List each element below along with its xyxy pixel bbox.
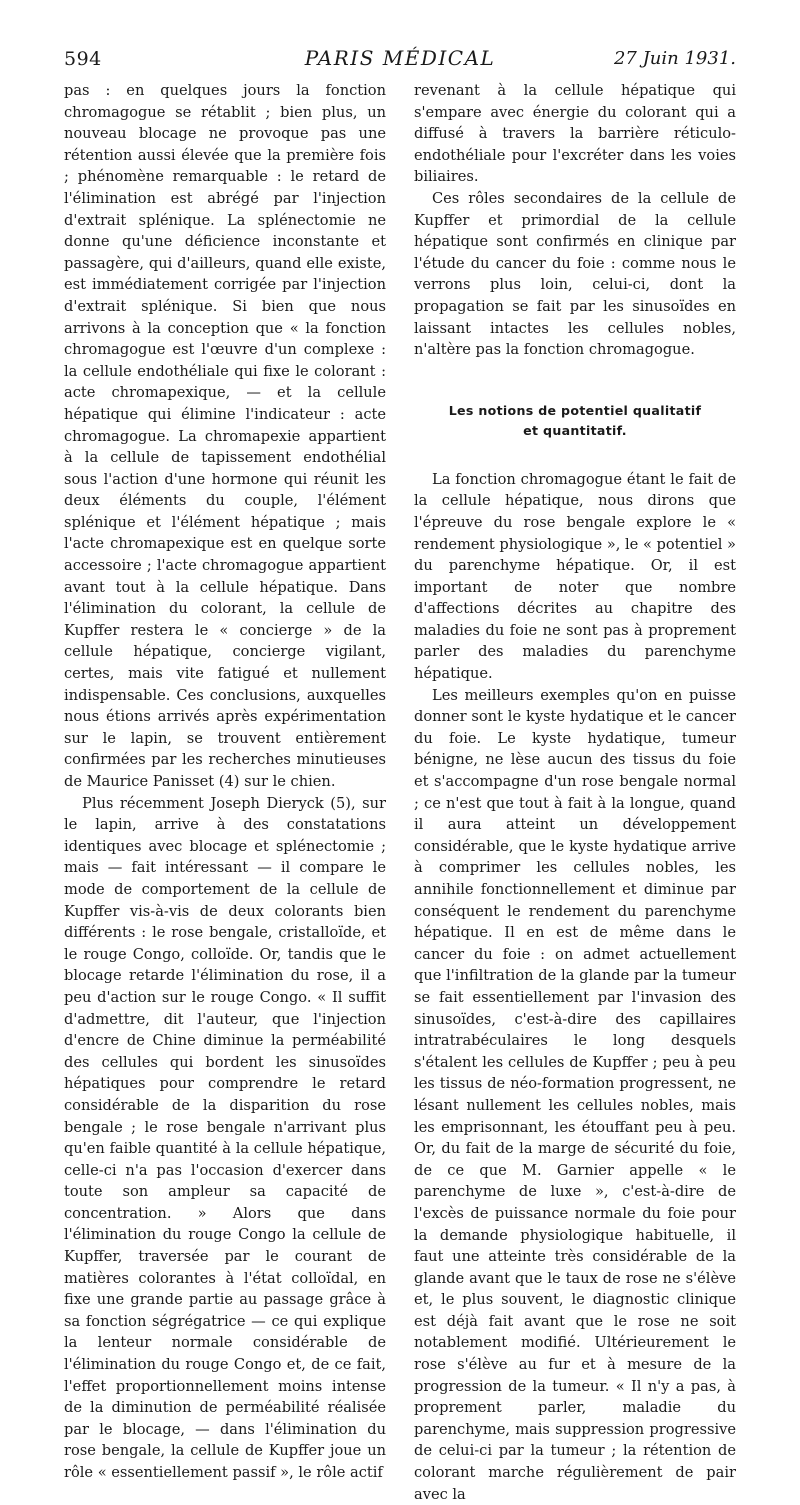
paragraph: Plus récemment Joseph Dieryck (5), sur le lapin, arrive à des constatations identiques avec blocage et splénectomie ; mais — fait intéressant — il compare le mode de comportement de la cellule de Kupffer vis-à-vis de deux colorants bien différents : le rose bengale, cristalloïde, et le rouge Congo, colloïde. Or, tandis que le blocage retarde l'élimination du rose, il a peu d'action sur le rouge Congo. « Il suffit d'admettre, dit l'auteur, que l'injection d'encre de Chine diminue la perméabilité des cellules qui bordent les sinusoïdes hépatiques pour comprendre le retard considérable de la disparition du rose bengale ; le rose bengale n'arrivant plus qu'en faible quantité à la cellule hépatique, celle-ci n'a pas l'occasion d'exercer dans toute son ampleur sa capacité de concentration. » Alors que dans l'élimination du rouge Congo la cellule de Kupffer, traversée par le courant de matières colorantes à l'état colloïdal, en fixe une grande partie au passage grâce à sa fonction ségrégatrice — ce qui explique la lenteur normale considérable de l'élimination du rouge Congo et, de ce fait, l'effet proportionnellement moins intense de la diminution de perméabilité réalisée par le blocage, — dans l'élimination du rose bengale, la cellule de Kupffer joue un rôle « essentiellement passif », le rôle actif (64, 794, 386, 1481)
section-heading-line: et quantitatif. (523, 422, 627, 438)
issue-date: 27 Juin 1931. (613, 48, 736, 69)
journal-title: PARIS MÉDICAL (304, 46, 496, 70)
paragraph: Ces rôles secondaires de la cellule de Kupffer et primordial de la cellule hépatique sont confirmés en clinique par l'étude du cancer du foie : comme nous le verrons plus loin, celui-ci, dont la propagation se fait par les sinusoïdes en laissant intactes les cellules nobles, n'altère pas la fonction chromagogue. (414, 189, 736, 359)
paragraph: pas : en quelques jours la fonction chromagogue se rétablit ; bien plus, un nouveau blocage ne provoque pas une rétention aussi élevée que la première fois ; phénomène remarquable : le retard de l'élimination est abrégé par l'injection d'extrait splénique. La splénectomie ne donne qu'une déficience inconstante et passagère, qui d'ailleurs, quand elle existe, est immédiatement corrigée par l'injection d'extrait splénique. Si bien que nous arrivons à la conception que « la fonction chromagogue est l'œuvre d'un complexe : la cellule endothéliale qui fixe le colorant : acte chromapexique, — et la cellule hépatique qui élimine l'indicateur : acte chromagogue. La chromapexie appartient à la cellule de tapissement endothélial sous l'action d'une hormone qui réunit les deux éléments du couple, l'élément splénique et l'élément hépatique ; mais l'acte chromapexique est en quelque sorte accessoire ; l'acte chromagogue appartient avant tout à la cellule hépatique. Dans l'élimination du colorant, la cellule de Kupffer restera le « concierge » de la cellule hépatique, concierge vigilant, certes, mais vite fatigué et nullement indispensable. Ces conclusions, auxquelles nous étions arrivés après expérimentation sur le lapin, se trouvent entièrement confirmées par les recherches minutieuses de Maurice Panisset (4) sur le chien. (64, 82, 386, 790)
section-heading-line: Les notions de potentiel qualitatif (448, 402, 702, 418)
right-column (414, 80, 736, 1505)
section-heading (414, 401, 736, 441)
page-header (64, 46, 736, 80)
paragraph: La fonction chromagogue étant le fait de la cellule hépatique, nous dirons que l'épreuve du rose bengale explore le « rendement physiologique », le « potentiel » du parenchyme hépatique. Or, il est important de noter que nombre d'affections décrites au chapitre des maladies du foie ne sont pas à proprement parler des maladies du parenchyme hépatique. (414, 470, 736, 683)
left-column (64, 80, 386, 1484)
paragraph: revenant à la cellule hépatique qui s'empare avec énergie du colorant qui a diffusé à travers la barrière réticulo-endothéliale pour l'excréter dans les voies biliaires. (414, 82, 736, 186)
paragraph: Les meilleurs exemples qu'on en puisse donner sont le kyste hydatique et le cancer du foie. Le kyste hydatique, tumeur bénigne, ne lèse aucun des tissus du foie et s'accompagne d'un rose bengale normal ; ce n'est que tout à fait à la longue, quand il aura atteint un développement considérable, que le kyste hydatique arrive à comprimer les cellules nobles, les annihile fonctionnellement et diminue par conséquent le rendement du parenchyme hépatique. Il en est de même dans le cancer du foie : on admet actuellement que l'infiltration de la glande par la tumeur se fait essentiellement par l'invasion des sinusoïdes, c'est-à-dire des capillaires intratrabéculaires le long desquels s'étalent les cellules de Kupffer ; peu à peu les tissus de néo-formation progressent, ne lésant nullement les cellules nobles, mais les emprisonnant, les étouffant peu à peu. Or, du fait de la marge de sécurité du foie, de ce que M. Garnier appelle « le parenchyme de luxe », c'est-à-dire de l'excès de puissance normale du foie pour la demande physiologique habituelle, il faut une atteinte très considérable de la glande avant que le taux de rose ne s'élève et, le plus souvent, le diagnostic clinique est déjà fait avant que le rose ne soit notablement modifié. Ultérieurement le rose s'élève au fur et à mesure de la progression de la tumeur. « Il n'y a pas, à proprement parler, maladie du parenchyme, mais suppression progressive de celui-ci par la tumeur ; la rétention de colorant marche régulièrement de pair avec la (414, 686, 736, 1503)
page-number: 594 (64, 48, 102, 70)
